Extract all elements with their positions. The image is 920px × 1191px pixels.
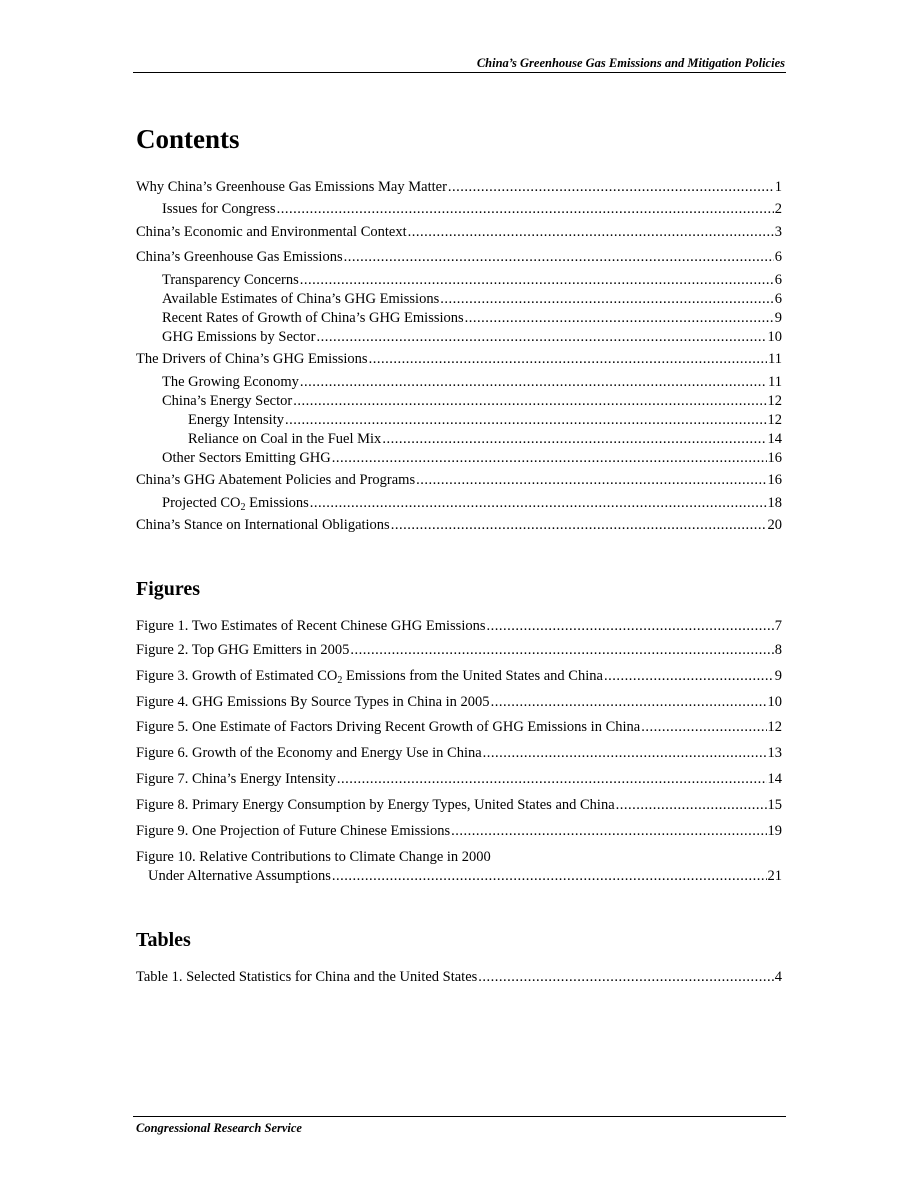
figure-entry[interactable]: Figure 9. One Projection of Future Chinese Emissions ..... 19 — [136, 824, 782, 839]
figure-entry[interactable]: Figure 8. Primary Energy Consumption by Energy Types, United States and China ..... 15 — [136, 798, 782, 813]
toc-entry[interactable]: The Growing Economy ..... 11 — [162, 375, 782, 390]
figure-entry[interactable]: Figure 1. Two Estimates of Recent Chinese GHG Emissions ..... 7 — [136, 619, 782, 634]
toc-entry[interactable]: Energy Intensity ..... 12 — [188, 413, 782, 428]
figure-entry[interactable]: Figure 4. GHG Emissions By Source Types in China in 2005 ..... 10 — [136, 695, 782, 710]
toc-entry[interactable]: China’s GHG Abatement Policies and Programs ..... 16 — [136, 473, 782, 488]
figure-entry[interactable]: Figure 7. China’s Energy Intensity ..... 14 — [136, 772, 782, 787]
toc-entry[interactable]: China’s Economic and Environmental Context ..... 3 — [136, 225, 782, 240]
footer-rule — [133, 1116, 786, 1117]
figure-entry[interactable]: Figure 2. Top GHG Emitters in 2005 ..... 8 — [136, 643, 782, 658]
toc-entry[interactable]: Reliance on Coal in the Fuel Mix ..... 14 — [188, 432, 782, 447]
contents-heading: Contents — [136, 124, 240, 154]
figure-entry[interactable]: Figure 5. One Estimate of Factors Driving Recent Growth of GHG Emissions in China ..... 12 — [136, 720, 782, 735]
figure-entry-line1[interactable]: Figure 10. Relative Contributions to Climate Change in 2000 — [136, 849, 491, 865]
toc-entry[interactable]: China’s Energy Sector ..... 12 — [162, 394, 782, 409]
toc-entry[interactable]: China’s Stance on International Obligations ..... 20 — [136, 518, 782, 533]
toc-entry[interactable]: Other Sectors Emitting GHG ..... 16 — [162, 451, 782, 466]
header-rule — [133, 72, 786, 73]
toc-entry[interactable]: Projected $CO_2$ Emissions ..... 18 — [162, 496, 782, 511]
toc-entry[interactable]: Transparency Concerns ..... 6 — [162, 273, 782, 288]
figures-heading: Figures — [136, 578, 201, 600]
toc-entry[interactable]: Issues for Congress ..... 2 — [162, 202, 782, 217]
table-entry[interactable]: Table 1. Selected Statistics for China and the United States ..... 4 — [136, 970, 782, 985]
running-header: China’s Greenhouse Gas Emissions and Mitigation Policies — [476, 56, 785, 70]
toc-entry[interactable]: GHG Emissions by Sector ..... 10 — [162, 330, 782, 345]
figure-entry[interactable]: Figure 6. Growth of the Economy and Energy Use in China ..... 13 — [136, 746, 782, 761]
running-footer: Congressional Research Service — [136, 1121, 302, 1135]
tables-heading: Tables — [136, 929, 191, 951]
toc-entry[interactable]: The Drivers of China’s GHG Emissions ..... 11 — [136, 352, 782, 367]
toc-entry[interactable]: Available Estimates of China’s GHG Emissions ..... 6 — [162, 292, 782, 307]
figure-entry[interactable]: Under Alternative Assumptions ..... 21 — [148, 869, 782, 884]
toc-entry[interactable]: Why China’s Greenhouse Gas Emissions May Matter ..... 1 — [136, 180, 782, 195]
toc-entry[interactable]: China’s Greenhouse Gas Emissions ..... 6 — [136, 250, 782, 265]
figure-entry[interactable]: Figure 3. Growth of Estimated $CO_2$ Emissions from the United States and China ..... 9 — [136, 669, 782, 684]
toc-entry[interactable]: Recent Rates of Growth of China’s GHG Emissions ..... 9 — [162, 311, 782, 326]
